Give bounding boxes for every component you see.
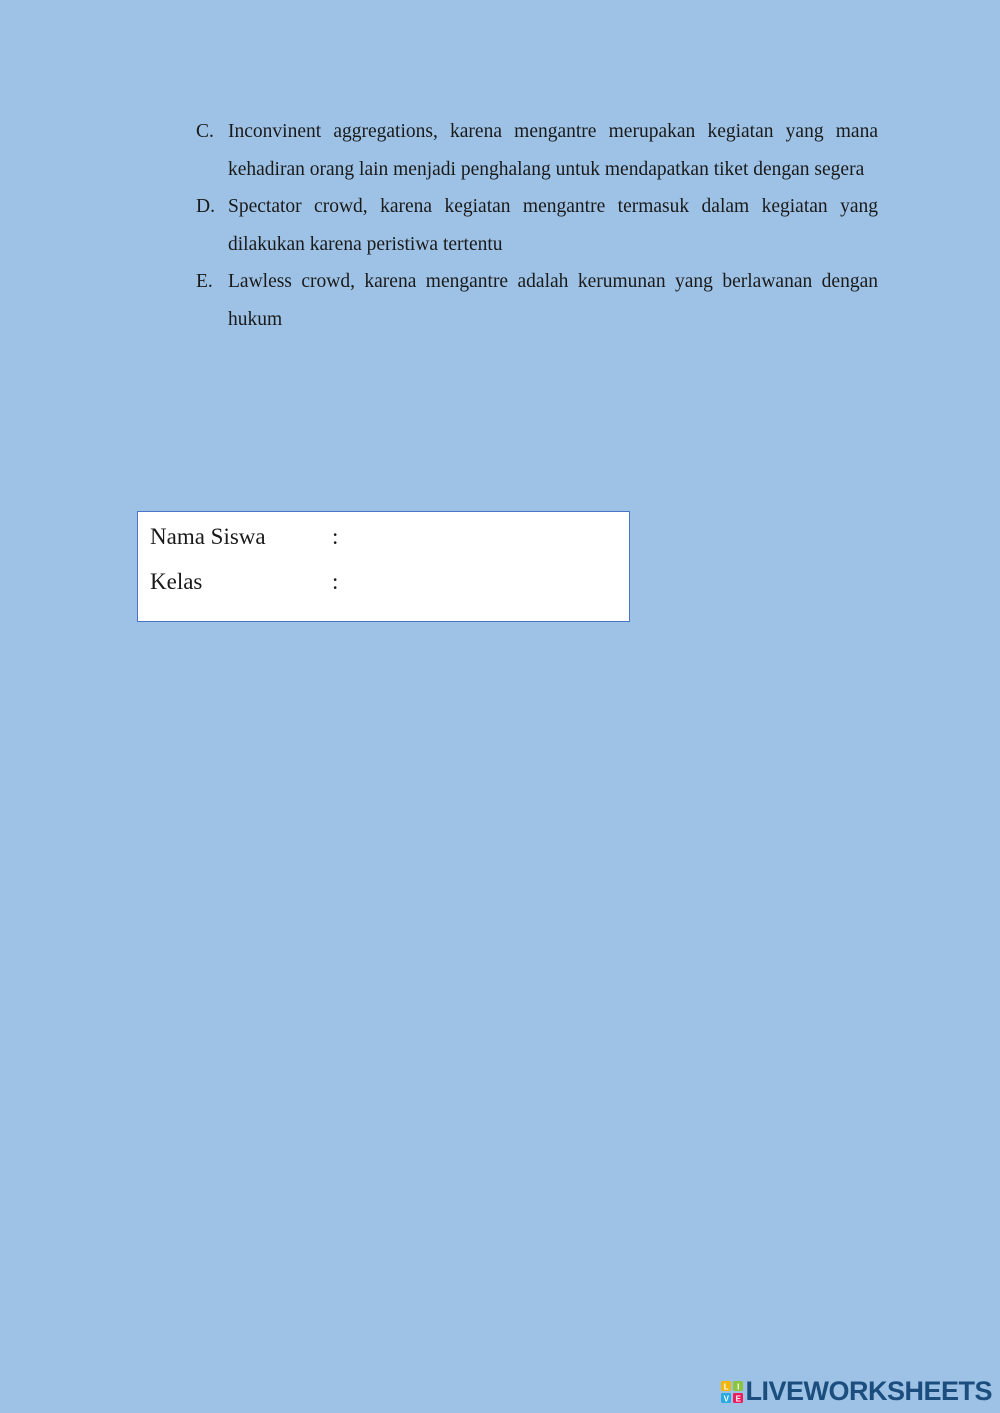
student-name-colon: :	[332, 524, 339, 549]
answer-option-d	[196, 188, 878, 263]
option-text: Spectator crowd, karena kegiatan mengantre termasuk dalam kegiatan yang dilakukan karena peristiwa tertentu	[228, 196, 878, 255]
answer-options-list	[196, 113, 878, 338]
option-text: Inconvinent aggregations, karena mengantre merupakan kegiatan yang mana kehadiran orang lain menjadi penghalang untuk mendapatkan tiket dengan segera	[228, 121, 878, 180]
brand-name: LIVEWORKSHEETS	[745, 1376, 992, 1406]
student-class-label: Kelas	[150, 569, 203, 594]
option-text: Lawless crowd, karena mengantre adalah kerumunan yang berlawanan dengan hukum	[228, 271, 878, 330]
logo-letter-e: E	[736, 1393, 741, 1403]
option-letter: D.	[196, 196, 215, 217]
student-class-row	[150, 567, 338, 597]
logo-letter-v: V	[724, 1393, 729, 1403]
student-name-label: Nama Siswa	[150, 524, 266, 549]
liveworksheets-logo-icon	[721, 1381, 743, 1403]
liveworksheets-watermark	[721, 1376, 992, 1407]
student-identity-box	[137, 511, 630, 622]
student-class-colon: :	[332, 569, 339, 594]
option-letter: E.	[196, 271, 213, 292]
answer-option-e	[196, 263, 878, 338]
logo-letter-l: L	[724, 1381, 729, 1391]
logo-letter-i: I	[737, 1381, 740, 1391]
answer-option-c	[196, 113, 878, 188]
student-name-row	[150, 522, 338, 552]
option-letter: C.	[196, 121, 214, 142]
